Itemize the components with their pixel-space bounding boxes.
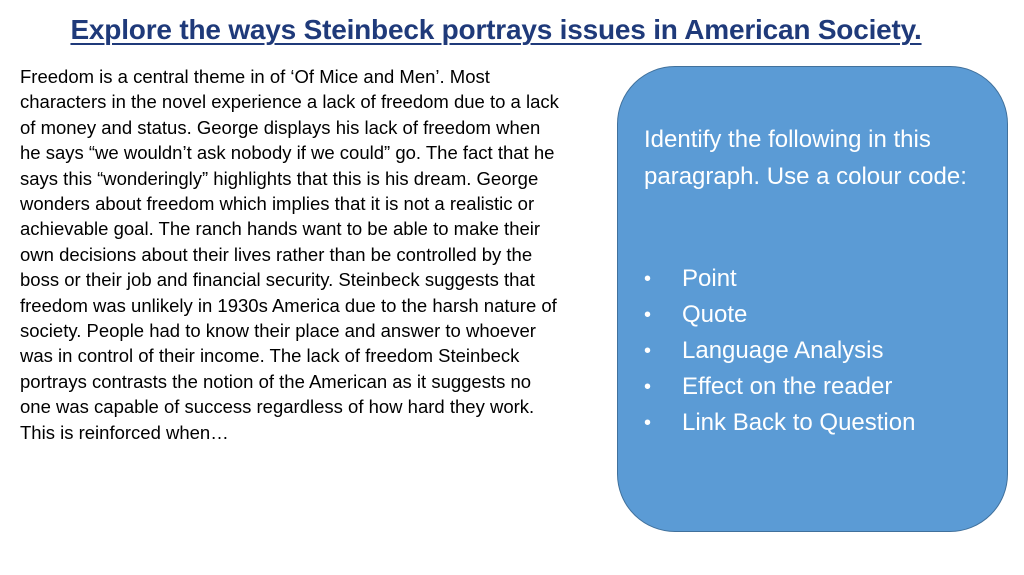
list-item-label: Effect on the reader bbox=[682, 373, 893, 400]
list-item-label: Link Back to Question bbox=[682, 409, 916, 436]
task-instruction-text: Identify the following in this paragraph. Use a colour code: bbox=[644, 126, 967, 190]
list-item bbox=[644, 369, 915, 405]
task-instructions-box bbox=[617, 66, 1008, 532]
list-item-label: Quote bbox=[682, 301, 748, 328]
list-item-label: Point bbox=[682, 265, 737, 292]
colour-code-list bbox=[644, 261, 915, 441]
bullet-icon: • bbox=[644, 376, 652, 398]
list-item bbox=[644, 333, 915, 369]
list-item bbox=[644, 297, 915, 333]
page-title: Explore the ways Steinbeck portrays issues in American Society. bbox=[70, 14, 922, 45]
bullet-icon: • bbox=[644, 268, 652, 290]
bullet-icon: • bbox=[644, 412, 652, 434]
essay-paragraph: Freedom is a central theme in of ‘Of Mice and Men’. Most characters in the novel experience a lack of freedom due to a lack of money and status. George displays his lack of freedom when he says “we wouldn’t ask nobody if we could” go. The fact that he says this “wonderingly” highlights that this is his dream. George wonders about freedom which implies that it is not a realistic or achievable goal. The ranch hands want to be able to make their own decisions about their lives rather than be controlled by the boss or their job and financial security. Steinbeck suggests that freedom was unlikely in 1930s America due to the harsh nature of society. People had to know their place and answer to whoever was in control of their income. The lack of freedom Steinbeck portrays contrasts the notion of the American as it suggests no one was capable of success regardless of how hard they work. This is reinforced when… bbox=[20, 66, 559, 443]
list-item bbox=[644, 405, 915, 441]
bullet-icon: • bbox=[644, 304, 652, 326]
bullet-icon: • bbox=[644, 340, 652, 362]
list-item-label: Language Analysis bbox=[682, 337, 884, 364]
list-item bbox=[644, 261, 915, 297]
